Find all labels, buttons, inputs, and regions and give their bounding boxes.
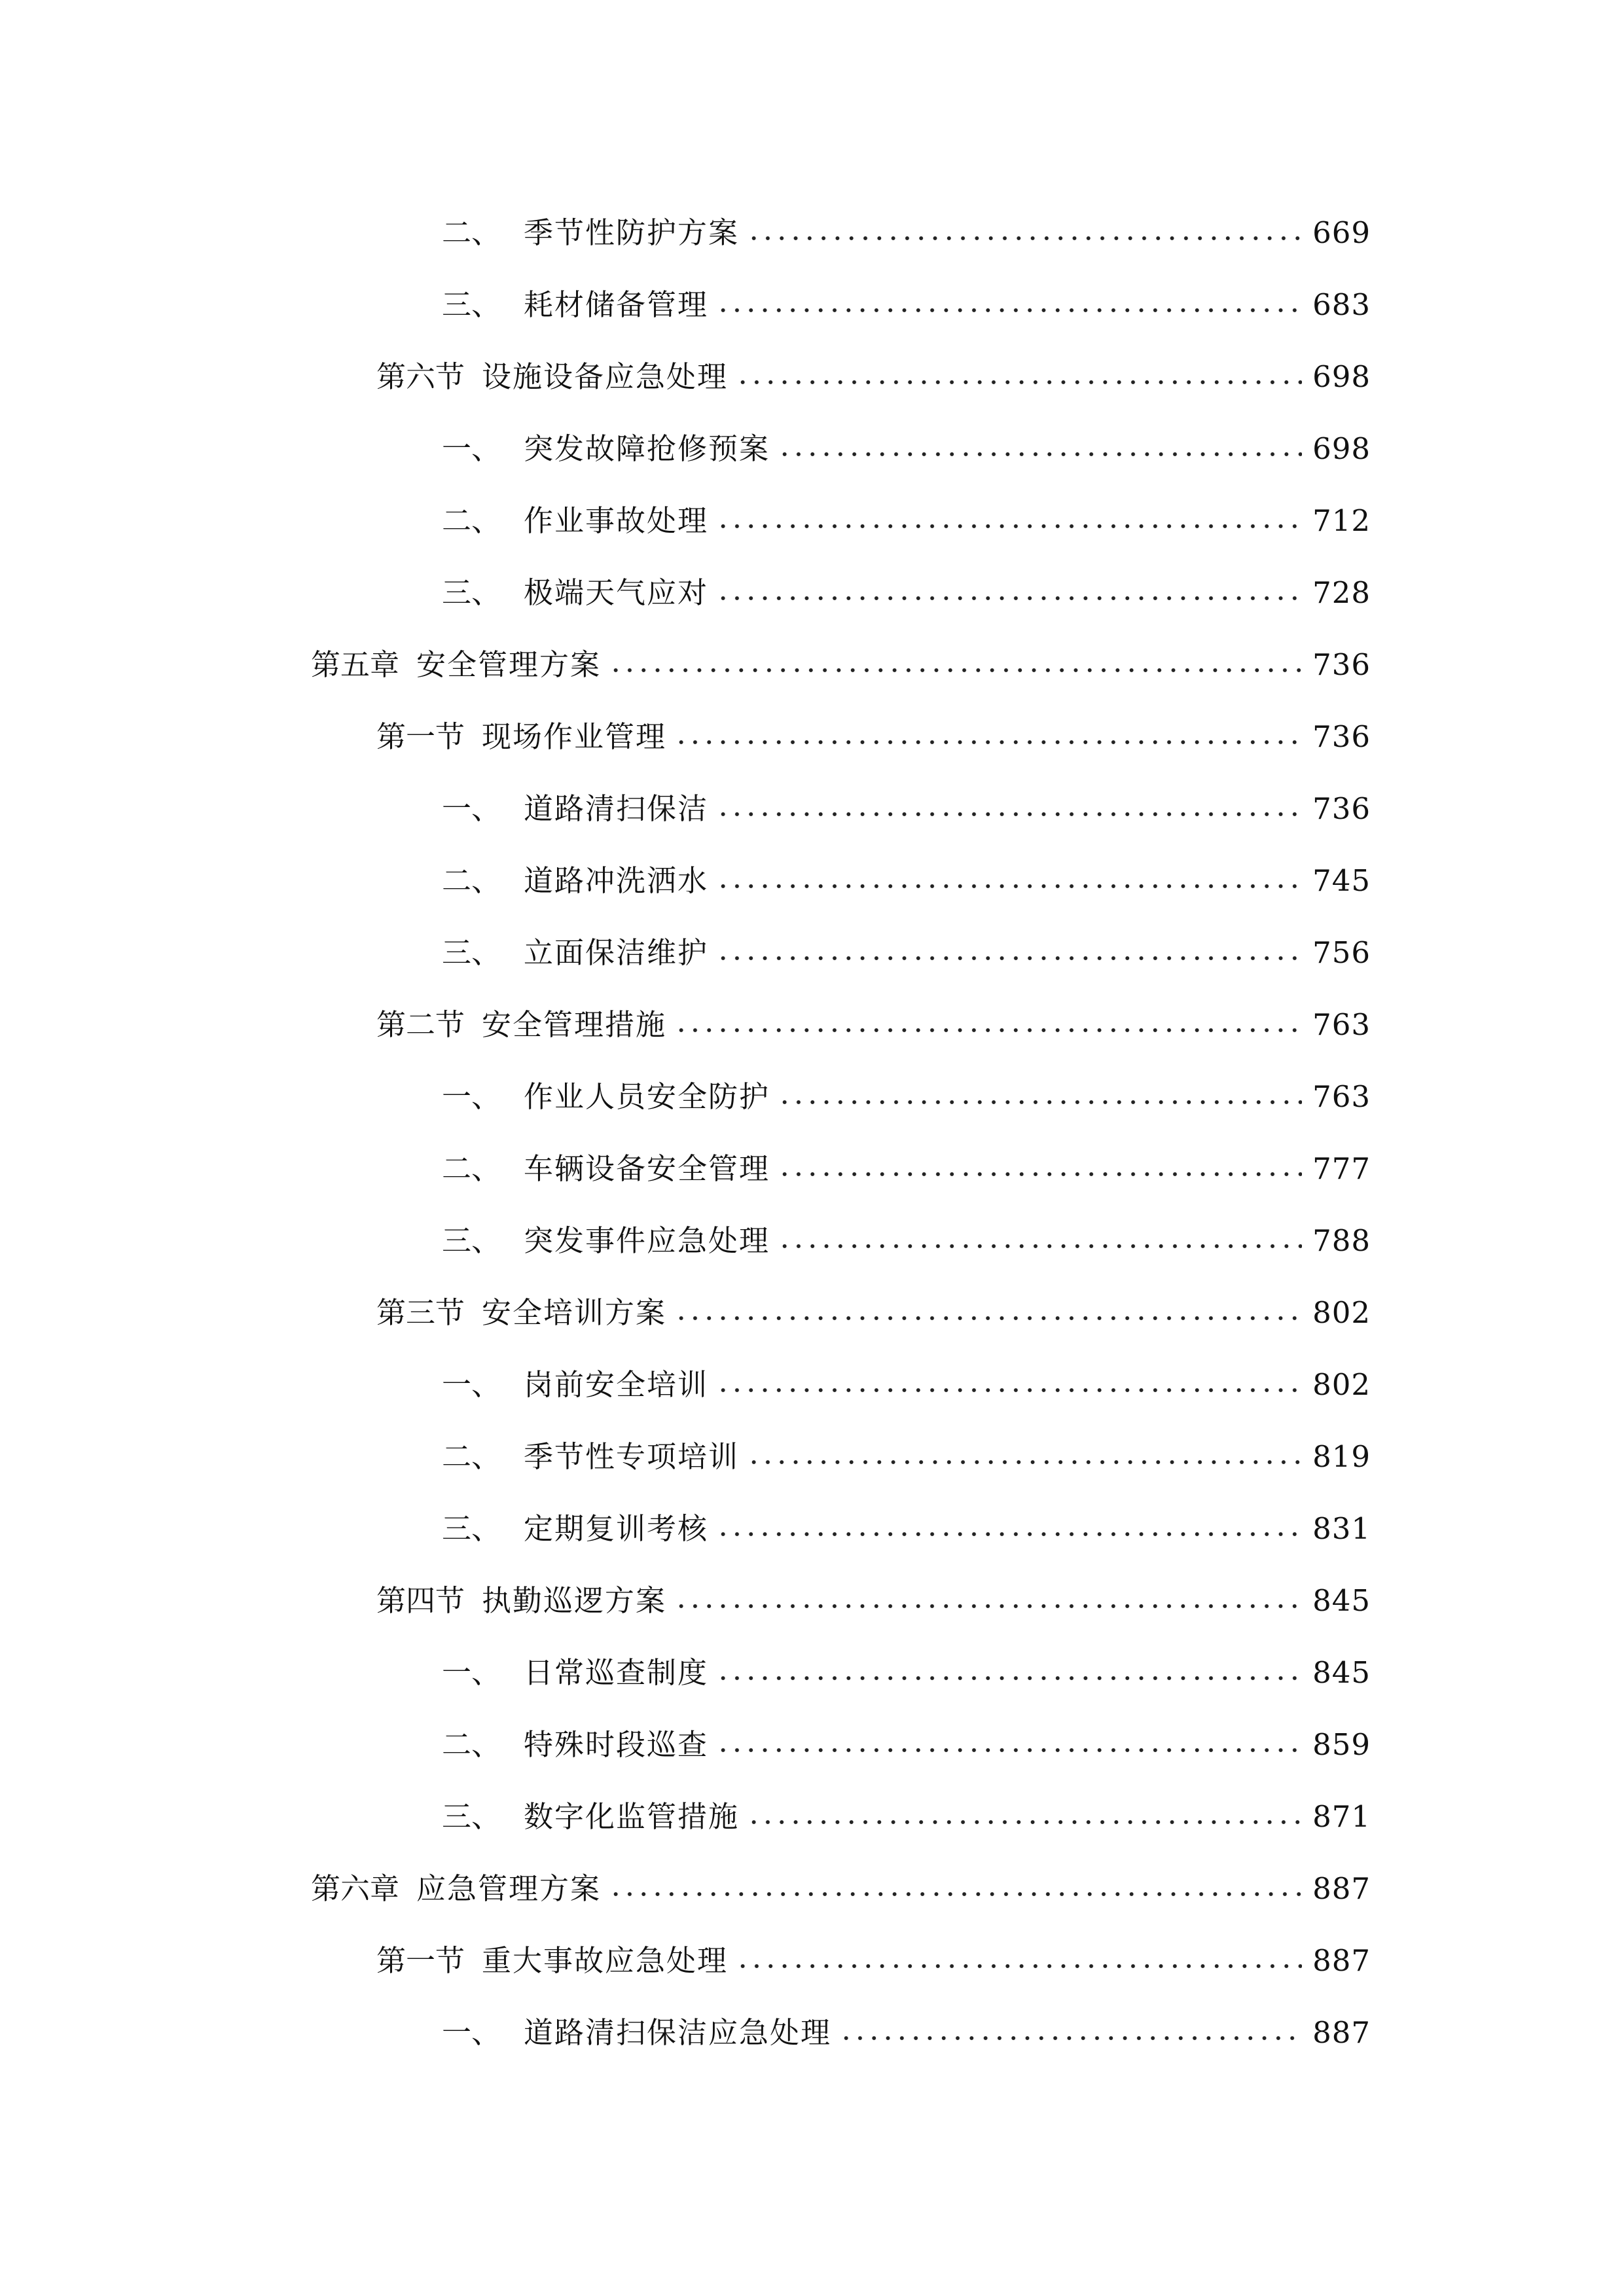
toc-entry-number: 三、	[442, 1511, 501, 1546]
toc-entry-page: 819	[1312, 1439, 1371, 1474]
dot-leader	[674, 1604, 1302, 1609]
dot-leader	[716, 884, 1302, 889]
toc-entry-title: 道路清扫保洁	[524, 791, 709, 826]
toc-entry-label	[442, 503, 709, 538]
dot-leader	[716, 1748, 1302, 1753]
dot-leader	[716, 308, 1302, 313]
toc-entry[interactable]	[0, 988, 1624, 1060]
toc-entry[interactable]	[0, 1708, 1624, 1780]
toc-entry-label	[311, 647, 602, 682]
toc-entry-title: 岗前安全培训	[524, 1367, 709, 1402]
toc-entry[interactable]	[0, 1276, 1624, 1348]
toc-entry-title: 特殊时段巡查	[524, 1727, 709, 1762]
dot-leader	[716, 1676, 1302, 1681]
toc-entry[interactable]	[0, 196, 1624, 268]
toc-entry-label	[442, 1223, 770, 1258]
dot-leader	[609, 668, 1302, 673]
toc-entry-label	[442, 1511, 709, 1546]
toc-entry[interactable]	[0, 412, 1624, 484]
toc-entry-label	[442, 863, 709, 898]
toc-entry-page: 698	[1312, 359, 1371, 394]
toc-entry-title: 车辆设备安全管理	[524, 1151, 770, 1186]
toc-entry-page: 698	[1312, 431, 1371, 466]
toc-entry-title: 设施设备应急处理	[482, 359, 729, 394]
toc-entry-title: 数字化监管措施	[524, 1799, 740, 1834]
toc-entry-title: 安全培训方案	[482, 1295, 667, 1330]
toc-entry-page: 736	[1312, 647, 1371, 682]
dot-leader	[716, 524, 1302, 529]
toc-entry[interactable]	[0, 1564, 1624, 1636]
toc-entry-number: 第五章	[311, 647, 400, 682]
toc-entry-page: 871	[1312, 1799, 1371, 1834]
toc-entry[interactable]	[0, 1636, 1624, 1708]
dot-leader	[778, 1172, 1302, 1177]
toc-entry-label	[442, 1439, 740, 1474]
toc-entry-number: 一、	[442, 1367, 501, 1402]
toc-entry-page: 736	[1312, 719, 1371, 754]
dot-leader	[839, 2036, 1302, 2041]
toc-entry[interactable]	[0, 484, 1624, 556]
toc-entry-page: 736	[1312, 791, 1371, 826]
toc-entry-number: 一、	[442, 2015, 501, 2050]
dot-leader	[674, 1316, 1302, 1321]
toc-entry-title: 突发故障抢修预案	[524, 431, 770, 466]
toc-entry-page: 887	[1312, 2015, 1371, 2050]
toc-entry-title: 突发事件应急处理	[524, 1223, 770, 1258]
dot-leader	[736, 1964, 1302, 1969]
toc-entry-label	[376, 1295, 667, 1330]
toc-entry-page: 777	[1312, 1151, 1371, 1186]
toc-entry-page: 887	[1312, 1943, 1371, 1978]
toc-entry-number: 第六节	[376, 359, 465, 394]
toc-entry-title: 季节性防护方案	[524, 215, 740, 250]
toc-entry-number: 第六章	[311, 1871, 400, 1906]
toc-entry-title: 现场作业管理	[482, 719, 667, 754]
toc-entry[interactable]	[0, 1924, 1624, 1996]
toc-entry-number: 二、	[442, 503, 501, 538]
toc-entry-label	[442, 791, 709, 826]
toc-entry[interactable]	[0, 1204, 1624, 1276]
toc-entry-label	[442, 1655, 709, 1690]
dot-leader	[747, 1460, 1302, 1465]
toc-entry[interactable]	[0, 1420, 1624, 1492]
toc-entry-page: 831	[1312, 1511, 1371, 1546]
toc-entry-title: 日常巡查制度	[524, 1655, 709, 1690]
dot-leader	[716, 1388, 1302, 1393]
toc-entry-number: 三、	[442, 1799, 501, 1834]
toc-entry[interactable]	[0, 1348, 1624, 1420]
toc-entry[interactable]	[0, 1996, 1624, 2068]
toc-entry-title: 安全管理措施	[482, 1007, 667, 1042]
toc-entry-label	[442, 215, 740, 250]
toc-entry-title: 道路清扫保洁应急处理	[524, 2015, 832, 2050]
toc-entry[interactable]	[0, 1852, 1624, 1924]
toc-entry-label	[442, 575, 709, 610]
toc-entry-label	[442, 1079, 770, 1114]
toc-entry-page: 728	[1312, 575, 1371, 610]
dot-leader	[609, 1892, 1302, 1897]
toc-entry-page: 763	[1312, 1007, 1371, 1042]
dot-leader	[778, 1100, 1302, 1105]
toc-entry[interactable]	[0, 1060, 1624, 1132]
toc-entry-page: 845	[1312, 1655, 1371, 1690]
toc-entry-page: 669	[1312, 215, 1371, 250]
toc-entry-label	[442, 431, 770, 466]
toc-entry-label	[442, 1151, 770, 1186]
toc-entry[interactable]	[0, 916, 1624, 988]
toc-entry[interactable]	[0, 700, 1624, 772]
toc-entry-number: 第四节	[376, 1583, 465, 1618]
toc-entry-label	[376, 1007, 667, 1042]
toc-entry-number: 一、	[442, 431, 501, 466]
toc-entry-page: 845	[1312, 1583, 1371, 1618]
toc-entry-number: 第三节	[376, 1295, 465, 1330]
toc-entry-number: 三、	[442, 1223, 501, 1258]
dot-leader	[778, 1244, 1302, 1249]
toc-entry-title: 季节性专项培训	[524, 1439, 740, 1474]
toc-entry-title: 作业事故处理	[524, 503, 709, 538]
toc-entry-page: 712	[1312, 503, 1371, 538]
toc-entry-title: 应急管理方案	[416, 1871, 602, 1906]
toc-entry-label	[442, 1367, 709, 1402]
toc-entry-title: 耗材储备管理	[524, 287, 709, 322]
dot-leader	[716, 1532, 1302, 1537]
toc-entry-number: 一、	[442, 1655, 501, 1690]
toc-entry-page: 683	[1312, 287, 1371, 322]
toc-entry-label	[376, 719, 667, 754]
toc-entry-label	[442, 287, 709, 322]
toc-entry-number: 三、	[442, 287, 501, 322]
toc-entry-number: 一、	[442, 1079, 501, 1114]
toc-entry-page: 887	[1312, 1871, 1371, 1906]
toc-entry-label	[376, 359, 729, 394]
toc-entry-number: 第二节	[376, 1007, 465, 1042]
dot-leader	[716, 596, 1302, 601]
toc-entry-label	[376, 1583, 667, 1618]
toc-entry-page: 763	[1312, 1079, 1371, 1114]
dot-leader	[778, 452, 1302, 457]
toc-entry-number: 第一节	[376, 1943, 465, 1978]
toc-entry[interactable]	[0, 268, 1624, 340]
toc-entry-title: 道路冲洗洒水	[524, 863, 709, 898]
toc-entry-number: 二、	[442, 1151, 501, 1186]
toc-entry-page: 859	[1312, 1727, 1371, 1762]
toc-entry-number: 三、	[442, 935, 501, 970]
toc-entry-page: 745	[1312, 863, 1371, 898]
dot-leader	[674, 1028, 1302, 1033]
toc-entry-page: 756	[1312, 935, 1371, 970]
toc-entry-number: 二、	[442, 863, 501, 898]
dot-leader	[716, 956, 1302, 961]
dot-leader	[747, 236, 1302, 241]
toc-entry-label	[442, 1727, 709, 1762]
toc-entry-label	[442, 1799, 740, 1834]
toc-entry-label	[376, 1943, 729, 1978]
toc-entry-label	[442, 935, 709, 970]
dot-leader	[716, 812, 1302, 817]
toc-entry-page: 802	[1312, 1367, 1371, 1402]
toc-entry-number: 第一节	[376, 719, 465, 754]
toc-entry-title: 作业人员安全防护	[524, 1079, 770, 1114]
toc-entry-title: 立面保洁维护	[524, 935, 709, 970]
toc-entry-number: 三、	[442, 575, 501, 610]
toc-entry[interactable]	[0, 556, 1624, 628]
toc-entry-title: 重大事故应急处理	[482, 1943, 729, 1978]
toc-entry[interactable]	[0, 1132, 1624, 1204]
toc-entry-page: 802	[1312, 1295, 1371, 1330]
toc-entry-title: 安全管理方案	[416, 647, 602, 682]
dot-leader	[747, 1820, 1302, 1825]
toc-entry[interactable]	[0, 772, 1624, 844]
toc-entry[interactable]	[0, 1780, 1624, 1852]
dot-leader	[674, 740, 1302, 745]
toc-entry[interactable]	[0, 628, 1624, 700]
dot-leader	[736, 380, 1302, 385]
toc-entry-label	[311, 1871, 602, 1906]
toc-entry[interactable]	[0, 340, 1624, 412]
toc-entry-title: 执勤巡逻方案	[482, 1583, 667, 1618]
table-of-contents	[0, 196, 1624, 2068]
toc-entry-label	[442, 2015, 832, 2050]
toc-entry-number: 二、	[442, 1439, 501, 1474]
toc-entry-page: 788	[1312, 1223, 1371, 1258]
toc-entry-title: 定期复训考核	[524, 1511, 709, 1546]
toc-entry-title: 极端天气应对	[524, 575, 709, 610]
toc-entry[interactable]	[0, 844, 1624, 916]
toc-entry[interactable]	[0, 1492, 1624, 1564]
toc-entry-number: 二、	[442, 1727, 501, 1762]
toc-entry-number: 一、	[442, 791, 501, 826]
toc-entry-number: 二、	[442, 215, 501, 250]
